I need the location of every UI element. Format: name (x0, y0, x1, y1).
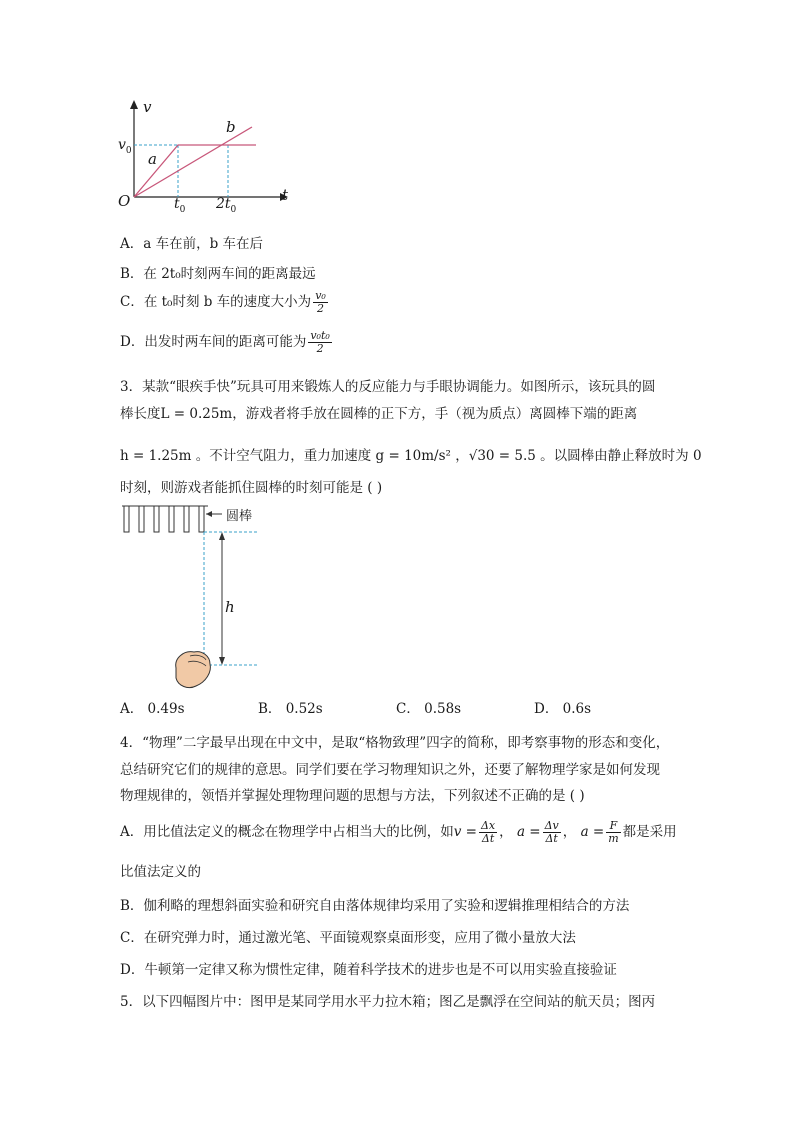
q4-option-a-line-2: 比值法定义的 (120, 864, 201, 880)
rod-label: 圆棒 (226, 509, 253, 524)
axis-t-label: t (282, 186, 289, 204)
2t0-label: $2t_0$ (216, 196, 237, 215)
q3-option-a: A． 0.49s (120, 701, 185, 717)
q2-option-b: B．在 2t₀时刻两车间的距离最远 (120, 266, 316, 282)
q3-line-1: 3．某款“眼疾手快”玩具可用来锻炼人的反应能力与手眼协调能力。如图所示，该玩具的圆 (120, 379, 656, 395)
q3-option-c: C． 0.58s (396, 701, 462, 717)
q2-option-d: D．出发时两车间的距离可能为 $\frac{\text{v₀t₀}}{2}$ (120, 329, 330, 355)
t0-label: $t_0$ (174, 196, 186, 215)
q3-line-2: 棒长度L = 0.25m，游戏者将手放在圆棒的正下方，手（视为质点）离圆棒下端的距离 (120, 406, 638, 422)
q4-line-3: 物理规律的，领悟并掌握处理物理问题的思想与方法，下列叙述不正确的是 ( ) (120, 788, 585, 804)
line-b-label: b (226, 118, 236, 136)
q4-option-d: D．牛顿第一定律又称为惯性定律，随着科学技术的进步也是不可以用实验直接验证 (120, 962, 617, 978)
line-a-label: a (148, 150, 157, 168)
rod-figure (118, 500, 278, 700)
q4-line-2: 总结研究它们的规律的意思。同学们要在学习物理知识之外，还要了解物理学家是如何发现 (120, 762, 660, 778)
q3-option-d: D． 0.6s (534, 701, 592, 717)
q2-option-a: A．a 车在前，b 车在后 (120, 236, 264, 252)
q4-line-1: 4．“物理”二字最早出现在中文中，是取“格物致理”四字的简称，即考察事物的形态和变化， (120, 735, 670, 751)
q3-line-3: h = 1.25m 。不计空气阻力，重力加速度 g = 10m/s² ，√30 = 5.5 。以圆棒由静止释放时为 0 (120, 448, 702, 464)
q2-option-c: C．在 t₀时刻 b 车的速度大小为 $\frac{\text{v₀}}{2}$ (120, 289, 326, 315)
axis-v-label: v (143, 98, 152, 116)
q4-option-b: B．伽利略的理想斜面实验和研究自由落体规律均采用了实验和逻辑推理相结合的方法 (120, 898, 630, 914)
q3-line-4: 时刻，则游戏者能抓住圆棒的时刻可能是 ( ) (120, 480, 383, 496)
q3-option-b: B． 0.52s (258, 701, 323, 717)
q5-line-1: 5．以下四幅图片中：图甲是某同学用水平力拉木箱；图乙是飘浮在空间站的航天员；图丙 (120, 994, 656, 1010)
vt-graph (110, 95, 310, 225)
v0-label: $v_0$ (118, 137, 132, 156)
origin-label: O (118, 192, 131, 210)
h-label: h (225, 598, 235, 616)
q4-option-c: C．在研究弹力时，通过激光笔、平面镜观察桌面形变，应用了微小量放大法 (120, 930, 576, 946)
q4-option-a: A．用比值法定义的概念在物理学中占相当大的比例，如v = $\frac{\Delta x}{\Delta t}$ ， a = $\frac{\Delta v}{\Delta t}$ ， a = $\frac{F}{m}$ 都是采用 (120, 819, 677, 845)
